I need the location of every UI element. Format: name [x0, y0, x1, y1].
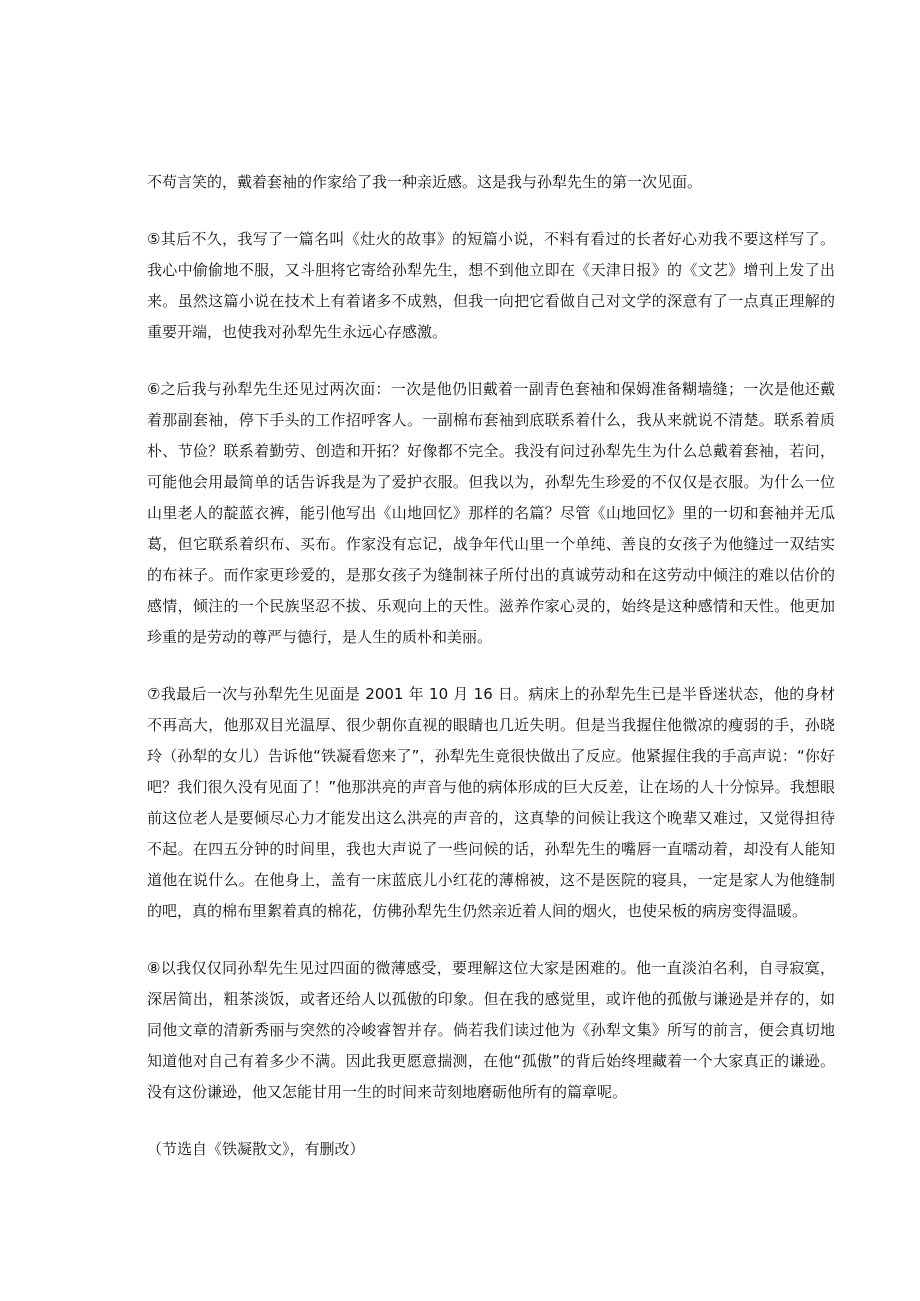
source-citation: （节选自《铁凝散文》，有删改） [147, 1140, 365, 1158]
paragraph-5: ⑤其后不久，我写了一篇名叫《灶火的故事》的短篇小说，不料有看过的长者好心劝我不要这样写了。我心中偷偷地不服，又斗胆将它寄给孙犁先生，想不到他立即在《天津日报》的《文艺》增刊上发了出来。虽然这篇小说在技术上有着诸多不成熟，但我一向把它看做自己对文学的深意有了一点真正理解的重要开端，也使我对孙犁先生永远心存感激。 [147, 230, 835, 341]
article-body [147, 167, 835, 1191]
paragraph-8: ⑧以我仅仅同孙犁先生见过四面的微薄感受，要理解这位大家是困难的。他一直淡泊名利，自寻寂寞，深居简出，粗茶淡饭，或者还给人以孤傲的印象。但在我的感觉里，或许他的孤傲与谦逊是并存的，如同他文章的清新秀丽与突然的冷峻睿智并存。倘若我们读过他为《孙犁文集》所写的前言，便会真切地知道他对自己有着多少不满。因此我更愿意揣测，在他“孤傲”的背后始终埋藏着一个大家真正的谦逊。没有这份谦逊，他又怎能甘用一生的时间来苛刻地磨砺他所有的篇章呢。 [147, 959, 835, 1101]
paragraph-7: ⑦我最后一次与孙犁先生见面是 2001 年 10 月 16 日。病床上的孙犁先生已是半昏迷状态，他的身材不再高大，他那双目光温厚、很少朝你直视的眼睛也几近失明。但是当我握住他微凉的瘦弱的手，孙晓玲（孙犁的女儿）告诉他“铁凝看您来了”，孙犁先生竟很快做出了反应。他紧握住我的手高声说：“你好吧？我们很久没有见面了！”他那洪亮的声音与他的病体形成的巨大反差，让在场的人十分惊异。我想眼前这位老人是要倾尽心力才能发出这么洪亮的声音的，这真挚的问候让我这个晚辈又难过，又觉得担待不起。在四五分钟的时间里，我也大声说了一些问候的话，孙犁先生的嘴唇一直嚅动着，却没有人能知道他在说什么。在他身上，盖有一床蓝底儿小红花的薄棉被，这不是医院的寝具，一定是家人为他缝制的吧，真的棉布里絮着真的棉花，仿佛孙犁先生仍然亲近着人间的烟火，也使呆板的病房变得温暖。 [147, 685, 835, 920]
paragraph-intro-ending: 不苟言笑的，戴着套袖的作家给了我一种亲近感。这是我与孙犁先生的第一次见面。 [147, 173, 703, 191]
paragraph-6: ⑥之后我与孙犁先生还见过两次面：一次是他仍旧戴着一副青色套袖和保姆准备糊墙缝；一次是他还戴着那副套袖，停下手头的工作招呼客人。一副棉布套袖到底联系着什么，我从来就说不清楚。联系着质朴、节俭？联系着勤劳、创造和开拓？好像都不完全。我没有问过孙犁先生为什么总戴着套袖，若问，可能他会用最简单的话告诉我是为了爱护衣服。但我以为，孙犁先生珍爱的不仅仅是衣服。为什么一位山里老人的靛蓝衣裤，能引他写出《山地回忆》那样的名篇？尽管《山地回忆》里的一切和套袖并无瓜葛，但它联系着织布、买布。作家没有忘记，战争年代山里一个单纯、善良的女孩子为他缝过一双结实的布袜子。而作家更珍爱的，是那女孩子为缝制袜子所付出的真诚劳动和在这劳动中倾注的难以估价的感情，倾注的一个民族坚忍不拔、乐观向上的天性。滋养作家心灵的，始终是这种感情和天性。他更加珍重的是劳动的尊严与德行，是人生的质朴和美丽。 [147, 380, 835, 646]
